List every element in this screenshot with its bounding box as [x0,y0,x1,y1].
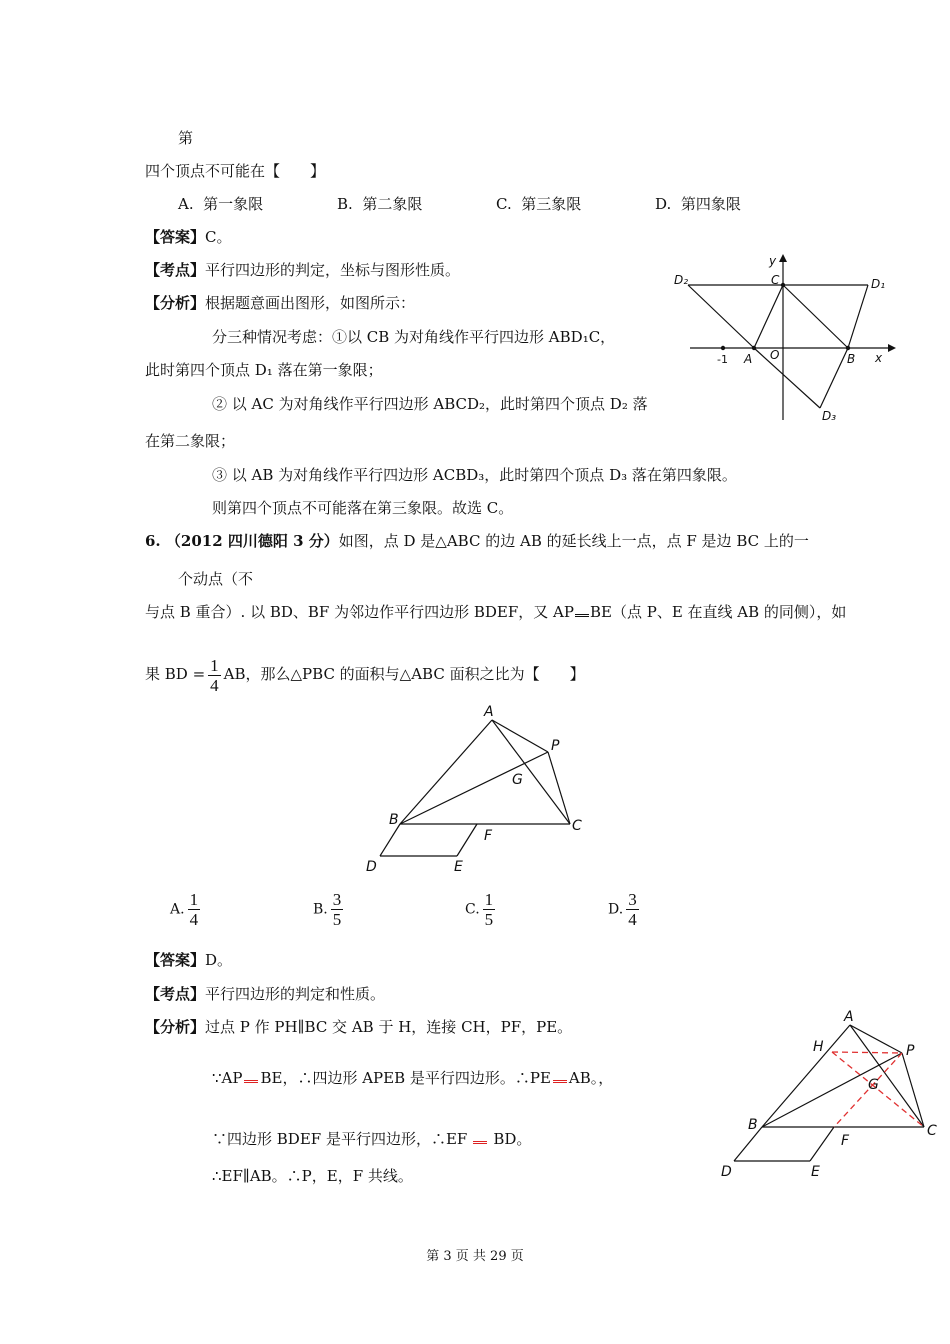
label-a: A [844,1009,854,1025]
segment-d3-b [820,348,848,408]
q6-option-c: C. $\frac{1}{5}$ [465,890,494,929]
point-minus1 [721,346,725,350]
q5-kaodian: 【考点】平行四边形的判定，坐标与图形性质。 [145,261,461,279]
q6-head: 6. （2012 四川德阳 3 分）如图，点 D 是△ABC 的边 AB 的延长线上一点，点 F 是边 BC 上的一 [145,532,809,550]
label-p: P [551,738,560,754]
q5-option-b: B. 第二象限 [337,195,423,213]
q6-option-b: B. $\frac{3}{5}$ [313,890,342,929]
segment-a-d3 [754,348,820,408]
label-p: P [906,1043,915,1059]
label-e: E [454,859,463,875]
label-b: B [748,1117,758,1133]
q6-step1: ∵AP BE，∴四边形 APEB 是平行四边形。∴PE AB。， [212,1069,614,1087]
q6-line2: 个动点（不 [178,570,254,588]
segment-b-d1 [848,285,868,348]
label-o: O [770,348,780,362]
label-d1: D₁ [871,277,886,291]
segment-d2-a [688,285,754,348]
parallel-equal-symbol [553,1072,567,1083]
q5-line2: 此时第四个顶点 D₁ 落在第一象限； [145,361,383,379]
label-x: x [875,351,883,365]
segment-a-c [754,285,783,348]
label-b: B [847,352,856,366]
q5-line3: ② 以 AC 为对角线作平行四边形 ABCD₂，此时第四个顶点 D₂ 落 [212,395,648,413]
label-g: G [868,1077,879,1093]
segment-e-f [457,824,477,856]
q6-kaodian: 【考点】平行四边形的判定和性质。 [145,985,386,1003]
x-axis-arrow [888,344,896,352]
q5-option-a: A. 第一象限 [178,195,264,213]
y-axis-arrow [779,254,787,262]
label-minus1: -1 [717,353,728,366]
q6-triangle-figure [360,700,600,880]
segment-b-d [380,824,400,856]
segment-c-b [783,285,848,348]
label-d3: D₃ [822,409,837,423]
label-c: C [771,273,780,287]
segment-a-p [492,720,548,752]
label-y: y [769,254,777,268]
q6-line3: 与点 B 重合）. 以 BD、BF 为邻边作平行四边形 BDEF，又 AP BE（点 P、E 在直线 AB 的同侧），如 [145,603,847,621]
label-e: E [811,1164,820,1180]
q5-line6: 则第四个顶点不可能落在第三象限。故选 C。 [212,499,514,517]
label-f: F [484,828,493,844]
segment-p-c [548,752,570,824]
q6-line4: 果 BD = $\frac{1}{4}$ AB，那么△PBC 的面积与△ABC 面积之比为【 】 [145,655,585,695]
q5-line4: 在第二象限； [145,432,236,450]
dashed-h-p [832,1052,902,1053]
label-d2: D₂ [674,273,689,287]
segment-a-c [492,720,570,824]
q5-line5: ③ 以 AB 为对角线作平行四边形 ACBD₃，此时第四个顶点 D₃ 落在第四象限。 [212,466,737,484]
point-b [846,346,850,350]
q5-stem: 四个顶点不可能在【 】 [145,162,326,180]
label-d: D [721,1164,732,1180]
q5-option-d: D. 第四象限 [655,195,741,213]
label-a: A [744,352,753,366]
label-h: H [813,1039,824,1055]
label-d: D [366,859,377,875]
segment-a-b [400,720,492,824]
point-a [752,346,756,350]
q6-option-a: A. $\frac{1}{4}$ [170,890,199,929]
label-c: C [572,818,582,834]
page-footer: 第 3 页 共 29 页 [426,1249,524,1264]
label-a: A [484,704,494,720]
q6-analysis-figure [710,1005,945,1185]
point-c [781,283,785,287]
q6-step3: ∴EF∥AB。∴P，E，F 共线。 [212,1167,413,1185]
q5-di: 第 [178,129,194,147]
parallel-equal-symbol [575,606,589,617]
q5-coordinate-figure [670,250,900,425]
q5-option-c: C. 第三象限 [496,195,582,213]
label-c: C [927,1123,937,1139]
parallel-equal-symbol [473,1127,487,1144]
q6-answer: 【答案】D。 [145,951,233,969]
fraction-one-quarter: $\frac{1}{4}$ [210,655,219,695]
q5-line1: 分三种情况考虑：①以 CB 为对角线作平行四边形 ABD₁C， [212,328,616,346]
label-f: F [841,1133,850,1149]
label-g: G [512,772,523,788]
q6-option-d: D. $\frac{3}{4}$ [608,890,637,929]
q5-fenxi: 【分析】根据题意画出图形，如图所示： [145,294,416,312]
segment-b-p [400,752,548,824]
label-b: B [389,812,399,828]
q5-answer: 【答案】C。 [145,228,232,246]
q6-fenxi: 【分析】过点 P 作 PH∥BC 交 AB 于 H，连接 CH，PF，PE。 [145,1018,573,1036]
parallel-equal-symbol [244,1072,258,1083]
q6-step2: ∵四边形 BDEF 是平行四边形，∴EF BD。 [212,1127,531,1149]
